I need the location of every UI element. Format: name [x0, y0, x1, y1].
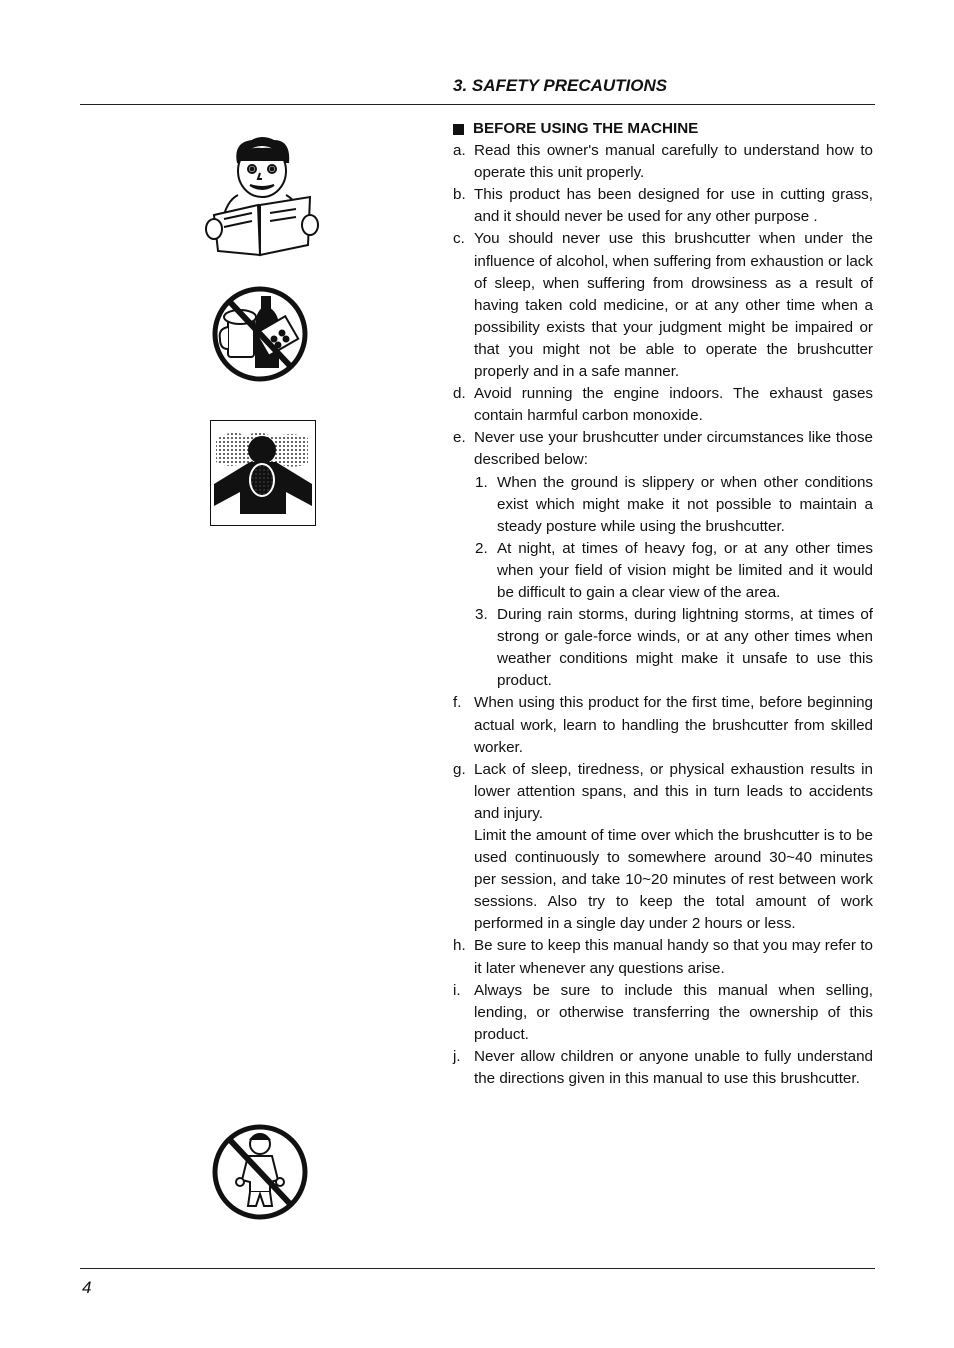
item-label: e.	[453, 429, 466, 447]
sub-list-item	[453, 472, 873, 538]
section-heading-text: BEFORE USING THE MACHINE	[473, 120, 699, 137]
sub-item-text: When the ground is slippery or when other conditions exist which might make it not possible to maintain a steady posture while using the brushcutter.	[497, 473, 873, 535]
safety-content	[453, 118, 873, 1090]
item-label: h.	[453, 937, 466, 955]
page-number: 4	[82, 1278, 92, 1297]
item-text: Never use your brushcutter under circumstances like those described below:	[474, 429, 873, 469]
no-children-icon	[210, 1120, 310, 1224]
item-label: g.	[453, 760, 466, 778]
list-item	[453, 228, 873, 383]
header-rule	[80, 104, 875, 105]
item-label: b.	[453, 186, 466, 204]
sub-item-label: 1.	[475, 473, 488, 491]
item-text: Avoid running the engine indoors. The exhaust gases contain harmful carbon monoxide.	[474, 385, 873, 425]
section-heading	[453, 118, 873, 140]
list-item	[453, 184, 873, 228]
item-label: i.	[453, 981, 461, 999]
list-item	[453, 383, 873, 427]
item-label: j.	[453, 1047, 461, 1065]
sub-list-item	[453, 538, 873, 604]
list-item	[453, 980, 873, 1046]
sub-list-item	[453, 604, 873, 692]
sub-item-label: 2.	[475, 539, 488, 557]
list-item	[453, 1046, 873, 1090]
footer-rule	[80, 1268, 875, 1269]
sub-item-text: At night, at times of heavy fog, or at any other times when your field of vision might be limited and it would be difficult to gain a clear view of the area.	[497, 539, 873, 601]
item-text: You should never use this brushcutter when under the influence of alcohol, when suffering from exhaustion or lack of sleep, when suffering from drowsiness as a result of having taken cold medicine, or at any other time when a possibility exists that your judgment might be impaired or that you might not be able to operate the brushcutter properly and in a safe manner.	[474, 230, 873, 381]
item-text: Always be sure to include this manual when selling, lending, or otherwise transferring the ownership of this product.	[474, 981, 873, 1043]
item-label: f.	[453, 694, 462, 712]
list-item	[453, 935, 873, 979]
item-text: Lack of sleep, tiredness, or physical exhaustion results in lower attention spans, and this in turn leads to accidents and injury.	[474, 760, 873, 822]
item-label: a.	[453, 142, 466, 160]
exhaust-fumes-warning-icon	[210, 420, 316, 526]
no-alcohol-no-medicine-icon	[210, 283, 310, 385]
list-item	[453, 140, 873, 184]
item-label: d.	[453, 385, 466, 403]
item-label: c.	[453, 230, 465, 248]
item-text: This product has been designed for use in cutting grass, and it should never be used for any other purpose .	[474, 186, 873, 226]
item-text: When using this product for the first time, before beginning actual work, learn to handling the brushcutter from skilled worker.	[474, 694, 873, 756]
list-item	[453, 692, 873, 758]
square-bullet-icon	[453, 124, 464, 135]
list-item	[453, 759, 873, 825]
item-text: Read this owner's manual carefully to understand how to operate this unit properly.	[474, 142, 873, 182]
item-text: Be sure to keep this manual handy so that you may refer to it later whenever any questions arise.	[474, 937, 873, 977]
item-extra-paragraph: Limit the amount of time over which the brushcutter is to be used continuously to somewhere around 30~40 minutes per session, and take 10~20 minutes of rest between work sessions. Also try to keep the total amount of work performed in a single day under 2 hours or less.	[474, 827, 873, 933]
list-item	[453, 427, 873, 471]
page-header-title: 3. SAFETY PRECAUTIONS	[453, 76, 668, 95]
sub-item-label: 3.	[475, 606, 488, 624]
item-text: Never allow children or anyone unable to fully understand the directions given in this manual to use this brushcutter.	[474, 1047, 873, 1088]
sub-item-text: During rain storms, during lightning storms, at times of strong or gale-force winds, or at any other times when weather conditions might make it unsafe to use this product.	[497, 606, 873, 690]
person-reading-manual-icon	[200, 133, 324, 261]
